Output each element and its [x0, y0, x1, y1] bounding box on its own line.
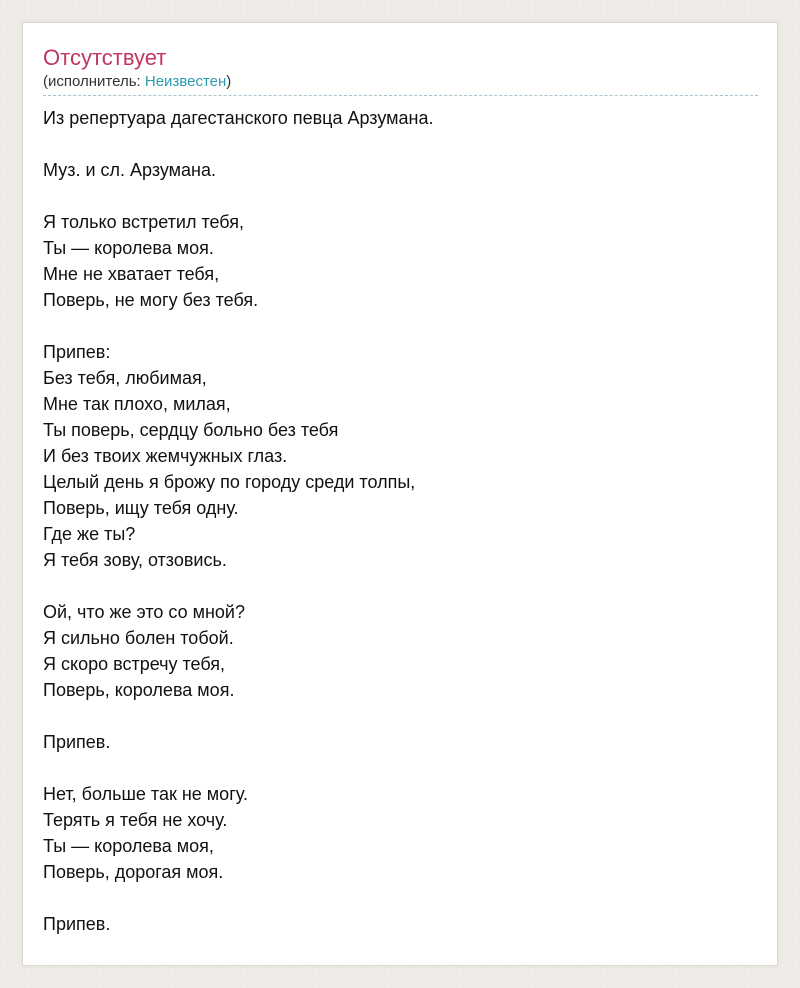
lyric-line: Поверь, не могу без тебя. — [43, 290, 259, 310]
lyric-line: Где же ты? — [43, 524, 136, 544]
artist-line — [43, 72, 231, 92]
lyric-line: Из репертуара дагестанского певца Арзумана. — [43, 108, 434, 128]
lyric-line: Я скоро встречу тебя, — [43, 654, 226, 674]
stanza-gap — [43, 755, 758, 781]
lyric-line: Я тебя зову, отзовись. — [43, 550, 227, 570]
stanza-gap — [43, 885, 758, 911]
lyric-line: Ой, что же это со мной? — [43, 602, 245, 622]
lyric-line: И без твоих жемчужных глаз. — [43, 446, 288, 466]
artist-suffix: ) — [226, 73, 232, 90]
lyric-line: Ты — королева моя. — [43, 238, 214, 258]
lyric-line: Ты поверь, сердцу больно без тебя — [43, 420, 339, 440]
artist-link[interactable]: Неизвестен — [144, 73, 227, 90]
stanza-gap — [43, 183, 758, 209]
lyric-line: Припев: — [43, 342, 111, 362]
lyrics-card — [22, 22, 778, 966]
lyric-line: Терять я тебя не хочу. — [43, 810, 228, 830]
stanza-gap — [43, 703, 758, 729]
song-title: Отсутствует — [43, 45, 167, 70]
lyric-line: Мне не хватает тебя, — [43, 264, 220, 284]
lyric-line: Поверь, дорогая моя. — [43, 862, 224, 882]
lyric-line: Поверь, ищу тебя одну. — [43, 498, 239, 518]
stanza-gap — [43, 573, 758, 599]
artist-prefix: (исполнитель: — [43, 73, 145, 90]
lyrics-body — [43, 105, 758, 937]
lyric-line: Я сильно болен тобой. — [43, 628, 234, 648]
song-header — [43, 43, 758, 96]
stanza-gap — [43, 131, 758, 157]
lyric-line: Без тебя, любимая, — [43, 368, 207, 388]
lyric-line: Я только встретил тебя, — [43, 212, 244, 232]
stanza-gap — [43, 313, 758, 339]
lyric-line: Нет, больше так не могу. — [43, 784, 248, 804]
lyric-line: Ты — королева моя, — [43, 836, 214, 856]
lyric-line: Поверь, королева моя. — [43, 680, 235, 700]
lyric-line: Припев. — [43, 732, 111, 752]
lyric-line: Припев. — [43, 914, 111, 934]
lyric-line: Целый день я брожу по городу среди толпы, — [43, 472, 416, 492]
lyric-line: Мне так плохо, милая, — [43, 394, 231, 414]
lyric-line: Муз. и сл. Арзумана. — [43, 160, 217, 180]
